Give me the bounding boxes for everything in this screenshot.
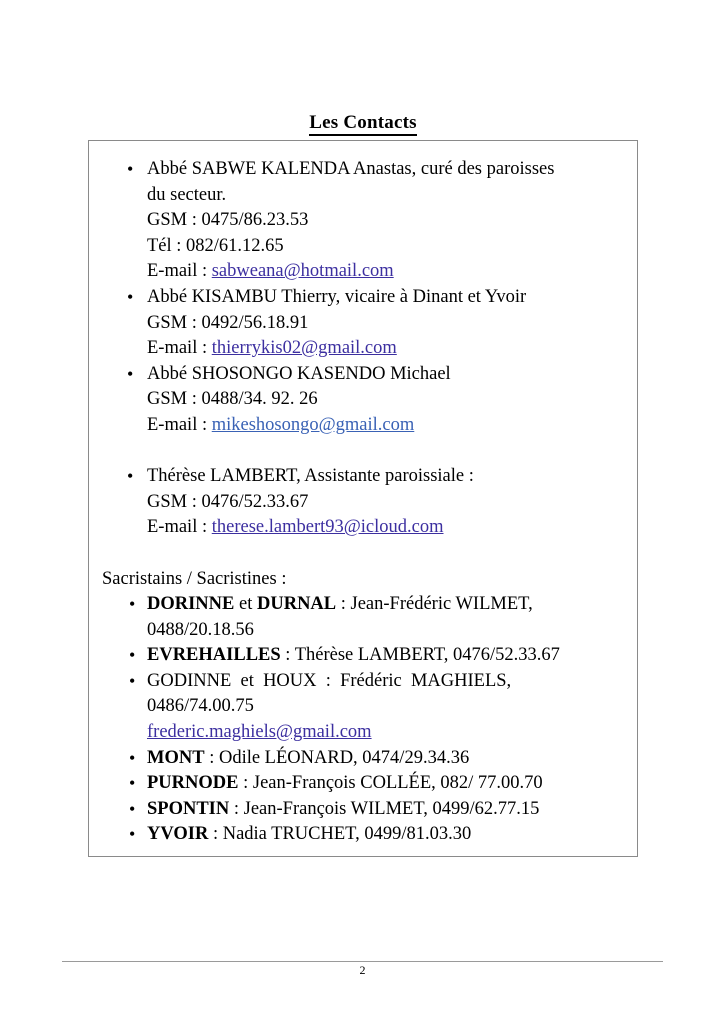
list-item xyxy=(97,592,629,618)
list-item xyxy=(97,362,629,388)
list-item xyxy=(97,746,629,772)
list-item xyxy=(97,157,629,183)
sacristain-details: : Odile LÉONARD, 0474/29.34.36 xyxy=(204,747,470,768)
sacristains-heading: Sacristains / Sacristines : xyxy=(102,568,287,589)
clergy-name: Abbé SHOSONGO KASENDO Michael xyxy=(147,363,451,384)
clergy-gsm: GSM : 0492/56.18.91 xyxy=(147,312,309,333)
parish-name: DORINNE xyxy=(147,594,235,615)
sacristain-details: : Nadia TRUCHET, 0499/81.03.30 xyxy=(208,824,472,845)
email-label: E-mail : xyxy=(147,517,212,538)
email-link[interactable]: sabweana@hotmail.com xyxy=(211,261,394,282)
contacts-box xyxy=(88,140,638,857)
list-item xyxy=(97,669,629,720)
assistant-name: Thérèse LAMBERT, Assistante paroissiale : xyxy=(147,466,474,487)
parish-name: PURNODE xyxy=(147,773,239,794)
parish-name: YVOIR xyxy=(147,824,209,845)
clergy-email-row xyxy=(97,259,629,285)
list-item xyxy=(97,464,629,490)
sacristain-details: : Thérèse LAMBERT, 0476/52.33.67 xyxy=(280,645,560,666)
assistant-email-row xyxy=(97,515,629,541)
list-item xyxy=(97,771,629,797)
list-item xyxy=(97,822,629,848)
clergy-tel: Tél : 082/61.12.65 xyxy=(147,235,284,256)
page-title xyxy=(88,112,638,134)
email-link[interactable]: thierrykis02@gmail.com xyxy=(211,338,397,359)
clergy-name: Abbé SABWE KALENDA Anastas, curé des paroisses xyxy=(147,159,555,179)
sacristain-details: : Jean-François COLLÉE, 082/ 77.00.70 xyxy=(238,773,543,794)
list-item xyxy=(97,643,629,669)
parish-conjunction: et xyxy=(234,594,257,615)
parish-name: GODINNE et HOUX : Frédéric MAGHIELS, 0486/74.00.75 xyxy=(147,670,512,717)
clergy-gsm: GSM : 0475/86.23.53 xyxy=(147,210,309,231)
page-number: 2 xyxy=(359,963,366,977)
assistant-gsm: GSM : 0476/52.33.67 xyxy=(147,491,309,512)
clergy-name-cont: du secteur. xyxy=(147,184,227,205)
parish-name: MONT xyxy=(147,747,205,768)
parish-name: EVREHAILLES xyxy=(147,645,281,666)
email-label: E-mail : xyxy=(147,261,212,282)
parish-name: SPONTIN xyxy=(147,798,230,819)
page-title-text: Les Contacts xyxy=(309,112,416,136)
email-link[interactable]: therese.lambert93@icloud.com xyxy=(211,517,444,538)
clergy-email-row xyxy=(97,413,629,439)
email-label: E-mail : xyxy=(147,414,212,435)
sacristain-phone: 0488/20.18.56 xyxy=(147,619,254,640)
block-spacer xyxy=(97,439,629,465)
sacristain-details: : Jean-François WILMET, 0499/62.77.15 xyxy=(229,798,540,819)
parish-name-2: DURNAL xyxy=(256,594,337,615)
clergy-gsm: GSM : 0488/34. 92. 26 xyxy=(147,389,318,410)
footer-separator xyxy=(62,961,663,962)
clergy-email-row xyxy=(97,336,629,362)
clergy-name: Abbé KISAMBU Thierry, vicaire à Dinant et Yvoir xyxy=(147,286,527,307)
sacristain-details: : Jean-Frédéric WILMET, xyxy=(336,594,533,615)
email-link[interactable]: frederic.maghiels@gmail.com xyxy=(147,722,372,743)
sacristain-email-row xyxy=(97,720,629,746)
email-label: E-mail : xyxy=(147,338,212,359)
list-item xyxy=(97,285,629,311)
list-item xyxy=(97,797,629,823)
block-spacer xyxy=(97,541,629,567)
email-link[interactable]: mikeshosongo@gmail.com xyxy=(211,414,415,435)
